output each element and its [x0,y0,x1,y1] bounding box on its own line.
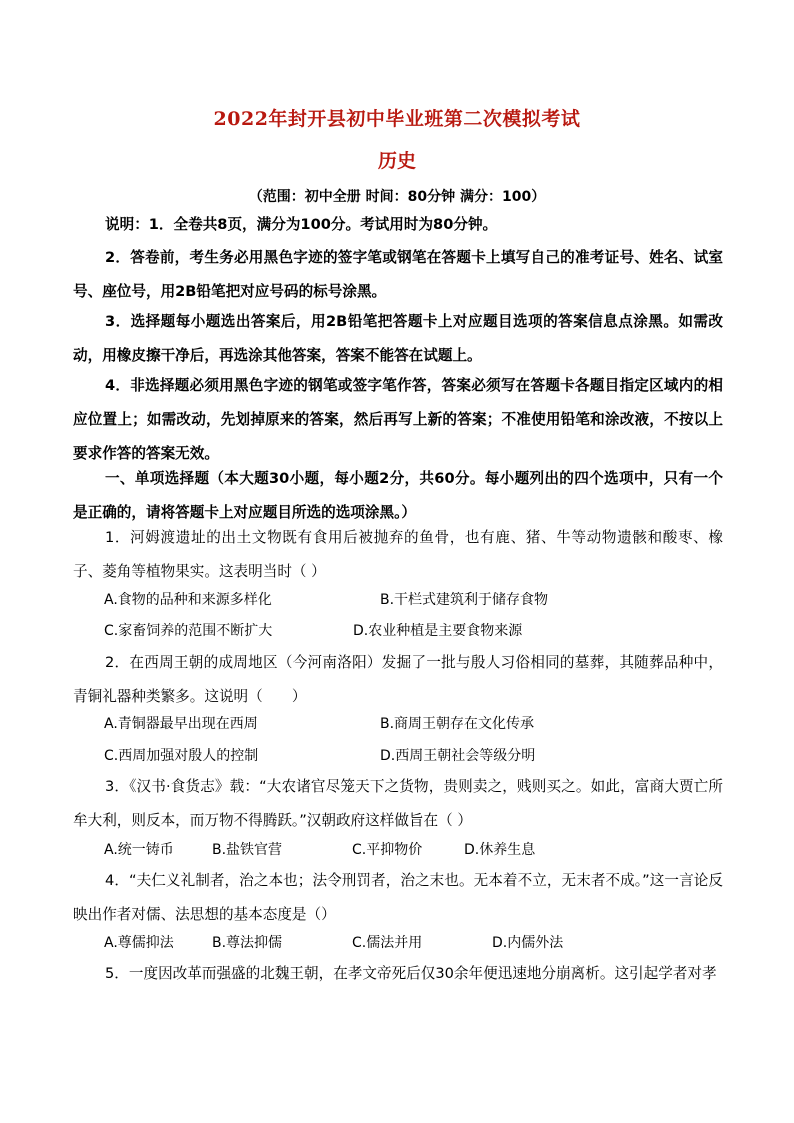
question-1-option-b[interactable]: B.干栏式建筑利于储存食物 [380,592,549,608]
question-2-options-row-1 [104,707,724,741]
question-1-options-row-1 [104,583,724,617]
question-4-option-c[interactable]: C.儒法并用 [352,935,423,951]
question-1-option-d[interactable]: D.农业种植是主要食物来源 [353,623,523,639]
question-4-option-d[interactable]: D.内儒外法 [492,935,564,951]
question-2-option-d[interactable]: D.西周王朝社会等级分明 [380,748,536,764]
question-4-option-a[interactable]: A.尊儒抑法 [104,935,174,951]
question-4-options-row [104,926,724,960]
question-2-options-row-2 [104,739,724,773]
question-3-option-b[interactable]: B.盐铁官营 [212,842,283,858]
question-2-stem: 2．在西周王朝的成周地区（今河南洛阳）发掘了一批与殷人习俗相同的墓葬，其随葬品种中，青铜礼器种类繁多。这说明（ ） [73,654,723,705]
question-2-option-a[interactable]: A.青铜器最早出现在西周 [104,716,258,732]
question-5-stem: 5．一度因改革而强盛的北魏王朝，在孝文帝死后仅30余年便迅速地分崩离析。这引起学者对孝 [105,965,717,982]
question-1-option-a[interactable]: A.食物的品种和来源多样化 [104,592,272,608]
question-3-stem: 3．《汉书·食货志》载：“大农诸官尽笼天下之货物，贵则卖之，贱则买之。如此，富商大贾亡所牟大利，则反本，而万物不得腾跃。”汉朝政府这样做旨在（ ） [73,778,723,829]
question-3-option-c[interactable]: C.平抑物价 [352,842,423,858]
question-1-stem: 1．河姆渡遗址的出土文物既有食用后被抛弃的鱼骨，也有鹿、猪、牛等动物遗骸和酸枣、橡子、菱角等植物果实。这表明当时（ ） [73,529,723,580]
subject-title: 历史 [377,150,416,172]
question-2-option-b[interactable]: B.商周王朝存在文化传承 [380,716,535,732]
question-3-option-d[interactable]: D.休养生息 [464,842,536,858]
instruction-3: 3．选择题每小题选出答案后，用2B铅笔把答题卡上对应题目选项的答案信息点涂黑。如需改动，用橡皮擦干净后，再选涂其他答案，答案不能答在试题上。 [73,313,723,364]
exam-title: 2022年封开县初中毕业班第二次模拟考试 [213,108,581,130]
question-3-options-row [104,833,724,867]
question-1-options-row-2 [104,614,724,648]
question-4-option-b[interactable]: B.尊法抑儒 [212,935,283,951]
question-3-option-a[interactable]: A.统一铸币 [104,842,174,858]
instruction-2: 2．答卷前，考生务必用黑色字迹的签字笔或钢笔在答题卡上填写自己的准考证号、姓名、试室号、座位号，用2B铅笔把对应号码的标号涂黑。 [73,249,723,300]
instruction-4: 4．非选择题必须用黑色字迹的钢笔或签字笔作答，答案必须写在答题卡各题目指定区域内的相应位置上；如需改动，先划掉原来的答案，然后再写上新的答案；不准使用铅笔和涂改液，不按以上要求作答的答案无效。 [73,377,723,462]
question-1-option-c[interactable]: C.家畜饲养的范围不断扩大 [104,623,273,639]
section-heading: 一、单项选择题（本大题30小题，每小题2分，共60分。每小题列出的四个选项中，只有一个是正确的，请将答题卡上对应题目所选的选项涂黑。） [73,470,723,521]
question-2-option-c[interactable]: C.西周加强对殷人的控制 [104,748,259,764]
exam-scope: （范围：初中全册 时间：80分钟 满分：100） [248,189,546,205]
instruction-1: 说明：1．全卷共8页，满分为100分。考试用时为80分钟。 [105,216,498,233]
question-4-stem: 4．“夫仁义礼制者，治之本也；法令刑罚者，治之末也。无本着不立，无末者不成。”这一言论反映出作者对儒、法思想的基本态度是（） [73,872,723,923]
